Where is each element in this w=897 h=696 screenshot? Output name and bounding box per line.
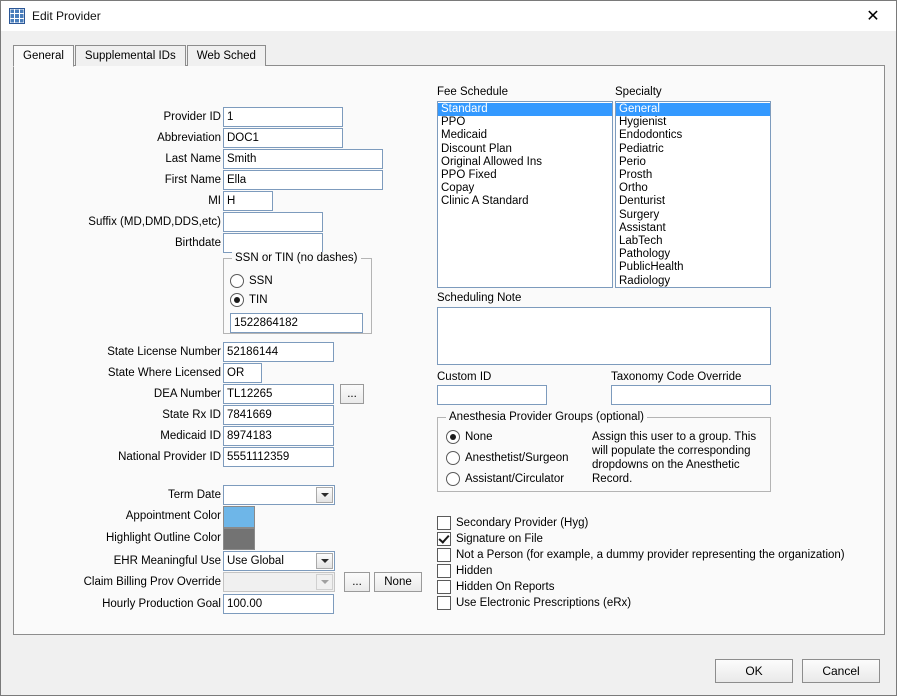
state-where-licensed-input[interactable] [223, 363, 262, 383]
anesthesia-provider-groups-title: Anesthesia Provider Groups (optional) [446, 411, 647, 423]
close-icon[interactable]: ✕ [866, 8, 880, 25]
checkbox-not-a-person[interactable] [437, 548, 845, 562]
abbreviation-label: Abbreviation [157, 132, 221, 144]
anesthesia-group-hint: Assign this user to a group. This will populate the corresponding dropdowns on the Anesthetic Record. [592, 431, 757, 485]
claim-billing-prov-override-none-button[interactable]: None [374, 572, 422, 592]
specialty-item[interactable]: Assistant [619, 221, 666, 234]
radio-tin-label: TIN [249, 294, 268, 306]
cancel-button[interactable]: Cancel [802, 659, 880, 683]
state-where-licensed-label: State Where Licensed [107, 367, 221, 379]
fee-schedule-item[interactable]: Medicaid [441, 129, 488, 142]
checkbox-signature-on-file-label: Signature on File [456, 533, 543, 545]
fee-schedule-item[interactable]: Clinic A Standard [441, 195, 529, 208]
highlight-outline-color-swatch[interactable] [223, 528, 255, 550]
specialty-item[interactable]: Ortho [619, 182, 648, 195]
claim-billing-prov-override-label: Claim Billing Prov Override [83, 576, 221, 588]
checkbox-secondary-provider-label: Secondary Provider (Hyg) [456, 517, 589, 529]
state-rx-id-input[interactable] [223, 405, 334, 425]
checkbox-signature-on-file-box [437, 532, 451, 546]
radio-anesthetist-surgeon-label: Anesthetist/Surgeon [465, 452, 569, 464]
radio-anesthesia-none-label: None [465, 431, 493, 443]
birthdate-input[interactable] [223, 233, 323, 253]
checkbox-not-a-person-label: Not a Person (for example, a dummy provider representing the organization) [456, 549, 845, 561]
radio-anesthetist-surgeon-dot [446, 451, 460, 465]
fee-schedule-item[interactable]: PPO [441, 116, 466, 129]
dea-number-label: DEA Number [153, 388, 221, 400]
radio-assistant-circulator-label: Assistant/Circulator [465, 473, 565, 485]
scheduling-note-textarea[interactable] [437, 307, 771, 365]
state-rx-id-label: State Rx ID [162, 409, 221, 421]
radio-ssn-dot [230, 274, 244, 288]
hourly-production-goal-input[interactable] [223, 594, 334, 614]
specialty-item[interactable]: Prosth [619, 169, 653, 182]
suffix-input[interactable] [223, 212, 323, 232]
appointment-color-swatch[interactable] [223, 506, 255, 528]
custom-id-label: Custom ID [437, 371, 492, 383]
specialty-item[interactable]: PublicHealth [619, 261, 684, 274]
specialty-item[interactable]: Denturist [619, 195, 666, 208]
checkbox-hidden-box [437, 564, 451, 578]
medicaid-id-input[interactable] [223, 426, 334, 446]
radio-tin-dot [230, 293, 244, 307]
ssn-tin-input[interactable] [230, 313, 363, 333]
appointment-color-label: Appointment Color [125, 510, 221, 522]
fee-schedule-item[interactable]: Copay [441, 182, 475, 195]
national-provider-id-input[interactable] [223, 447, 334, 467]
specialty-item[interactable]: LabTech [619, 235, 663, 248]
claim-billing-prov-override-picker-button[interactable]: ... [344, 572, 370, 592]
checkbox-secondary-provider-box [437, 516, 451, 530]
ehr-meaningful-use-value: Use Global [227, 555, 284, 567]
ok-button[interactable]: OK [715, 659, 793, 683]
specialty-item[interactable]: Hygienist [619, 116, 667, 129]
dea-number-picker-button[interactable]: ... [340, 384, 364, 404]
suffix-label: Suffix (MD,DMD,DDS,etc) [88, 216, 221, 228]
provider-id-label: Provider ID [163, 111, 221, 123]
title-bar [1, 1, 896, 31]
specialty-item[interactable]: Endodontics [619, 129, 683, 142]
checkbox-secondary-provider[interactable] [437, 516, 588, 530]
taxonomy-code-override-label: Taxonomy Code Override [611, 371, 742, 383]
tab-web-sched[interactable]: Web Sched [187, 45, 266, 66]
first-name-input[interactable] [223, 170, 383, 190]
chevron-down-icon[interactable] [316, 574, 333, 590]
first-name-label: First Name [164, 174, 221, 186]
radio-assistant-circulator[interactable] [446, 472, 564, 486]
radio-ssn[interactable] [230, 274, 273, 288]
scheduling-note-label: Scheduling Note [437, 292, 522, 304]
checkbox-signature-on-file[interactable] [437, 532, 543, 546]
checkbox-hidden-on-reports-label: Hidden On Reports [456, 581, 555, 593]
radio-anesthetist-surgeon[interactable] [446, 451, 569, 465]
chevron-down-icon[interactable] [316, 487, 333, 503]
ehr-meaningful-use-select[interactable] [223, 551, 335, 571]
taxonomy-code-override-input[interactable] [611, 385, 771, 405]
checkbox-hidden-on-reports[interactable] [437, 580, 554, 594]
birthdate-label: Birthdate [174, 237, 221, 249]
checkbox-hidden-on-reports-box [437, 580, 451, 594]
term-date-picker[interactable] [223, 485, 335, 505]
checkbox-not-a-person-box [437, 548, 451, 562]
checkbox-hidden[interactable] [437, 564, 492, 578]
custom-id-input[interactable] [437, 385, 547, 405]
specialty-listbox[interactable] [615, 101, 771, 288]
radio-assistant-circulator-dot [446, 472, 460, 486]
chevron-down-icon[interactable] [316, 553, 333, 569]
mi-input[interactable] [223, 191, 273, 211]
last-name-input[interactable] [223, 149, 383, 169]
mi-label: MI [208, 195, 221, 207]
radio-anesthesia-none[interactable] [446, 430, 493, 444]
radio-anesthesia-none-dot [446, 430, 460, 444]
checkbox-use-erx-label: Use Electronic Prescriptions (eRx) [456, 597, 632, 609]
checkbox-use-erx-box [437, 596, 451, 610]
medicaid-id-label: Medicaid ID [160, 430, 221, 442]
specialty-item[interactable]: Pathology [619, 248, 671, 261]
national-provider-id-label: National Provider ID [118, 451, 221, 463]
state-license-number-input[interactable] [223, 342, 334, 362]
state-license-number-label: State License Number [107, 346, 221, 358]
fee-schedule-listbox[interactable] [437, 101, 613, 288]
fee-schedule-item[interactable]: PPO Fixed [441, 169, 497, 182]
specialty-item[interactable]: General [616, 103, 770, 116]
ssn-or-tin-group-title: SSN or TIN (no dashes) [232, 252, 361, 264]
radio-tin[interactable] [230, 293, 268, 307]
highlight-outline-color-label: Highlight Outline Color [105, 532, 221, 544]
specialty-item[interactable]: Surgery [619, 208, 660, 221]
specialty-item[interactable]: Radiology [619, 274, 671, 287]
ehr-meaningful-use-label: EHR Meaningful Use [113, 555, 221, 567]
fee-schedule-item[interactable]: Standard [438, 103, 612, 116]
claim-billing-prov-override-select[interactable] [223, 572, 335, 592]
fee-schedule-item[interactable]: Original Allowed Ins [441, 155, 542, 168]
general-tab-panel [13, 65, 885, 635]
tab-strip [13, 45, 267, 66]
specialty-label: Specialty [615, 86, 662, 98]
checkbox-use-erx[interactable] [437, 596, 631, 610]
tab-supplemental-ids[interactable]: Supplemental IDs [75, 45, 186, 66]
specialty-item[interactable]: Perio [619, 155, 646, 168]
fee-schedule-label: Fee Schedule [437, 86, 508, 98]
fee-schedule-item[interactable]: Discount Plan [441, 142, 512, 155]
window-title: Edit Provider [32, 9, 101, 23]
dea-number-input[interactable] [223, 384, 334, 404]
grid-app-icon [9, 8, 25, 24]
specialty-item[interactable]: Pediatric [619, 142, 664, 155]
provider-id-input[interactable] [223, 107, 343, 127]
radio-ssn-label: SSN [249, 275, 273, 287]
abbreviation-input[interactable] [223, 128, 343, 148]
term-date-label: Term Date [167, 489, 221, 501]
hourly-production-goal-label: Hourly Production Goal [102, 598, 221, 610]
checkbox-hidden-label: Hidden [456, 565, 493, 577]
tab-general[interactable]: General [13, 45, 74, 67]
last-name-label: Last Name [165, 153, 221, 165]
